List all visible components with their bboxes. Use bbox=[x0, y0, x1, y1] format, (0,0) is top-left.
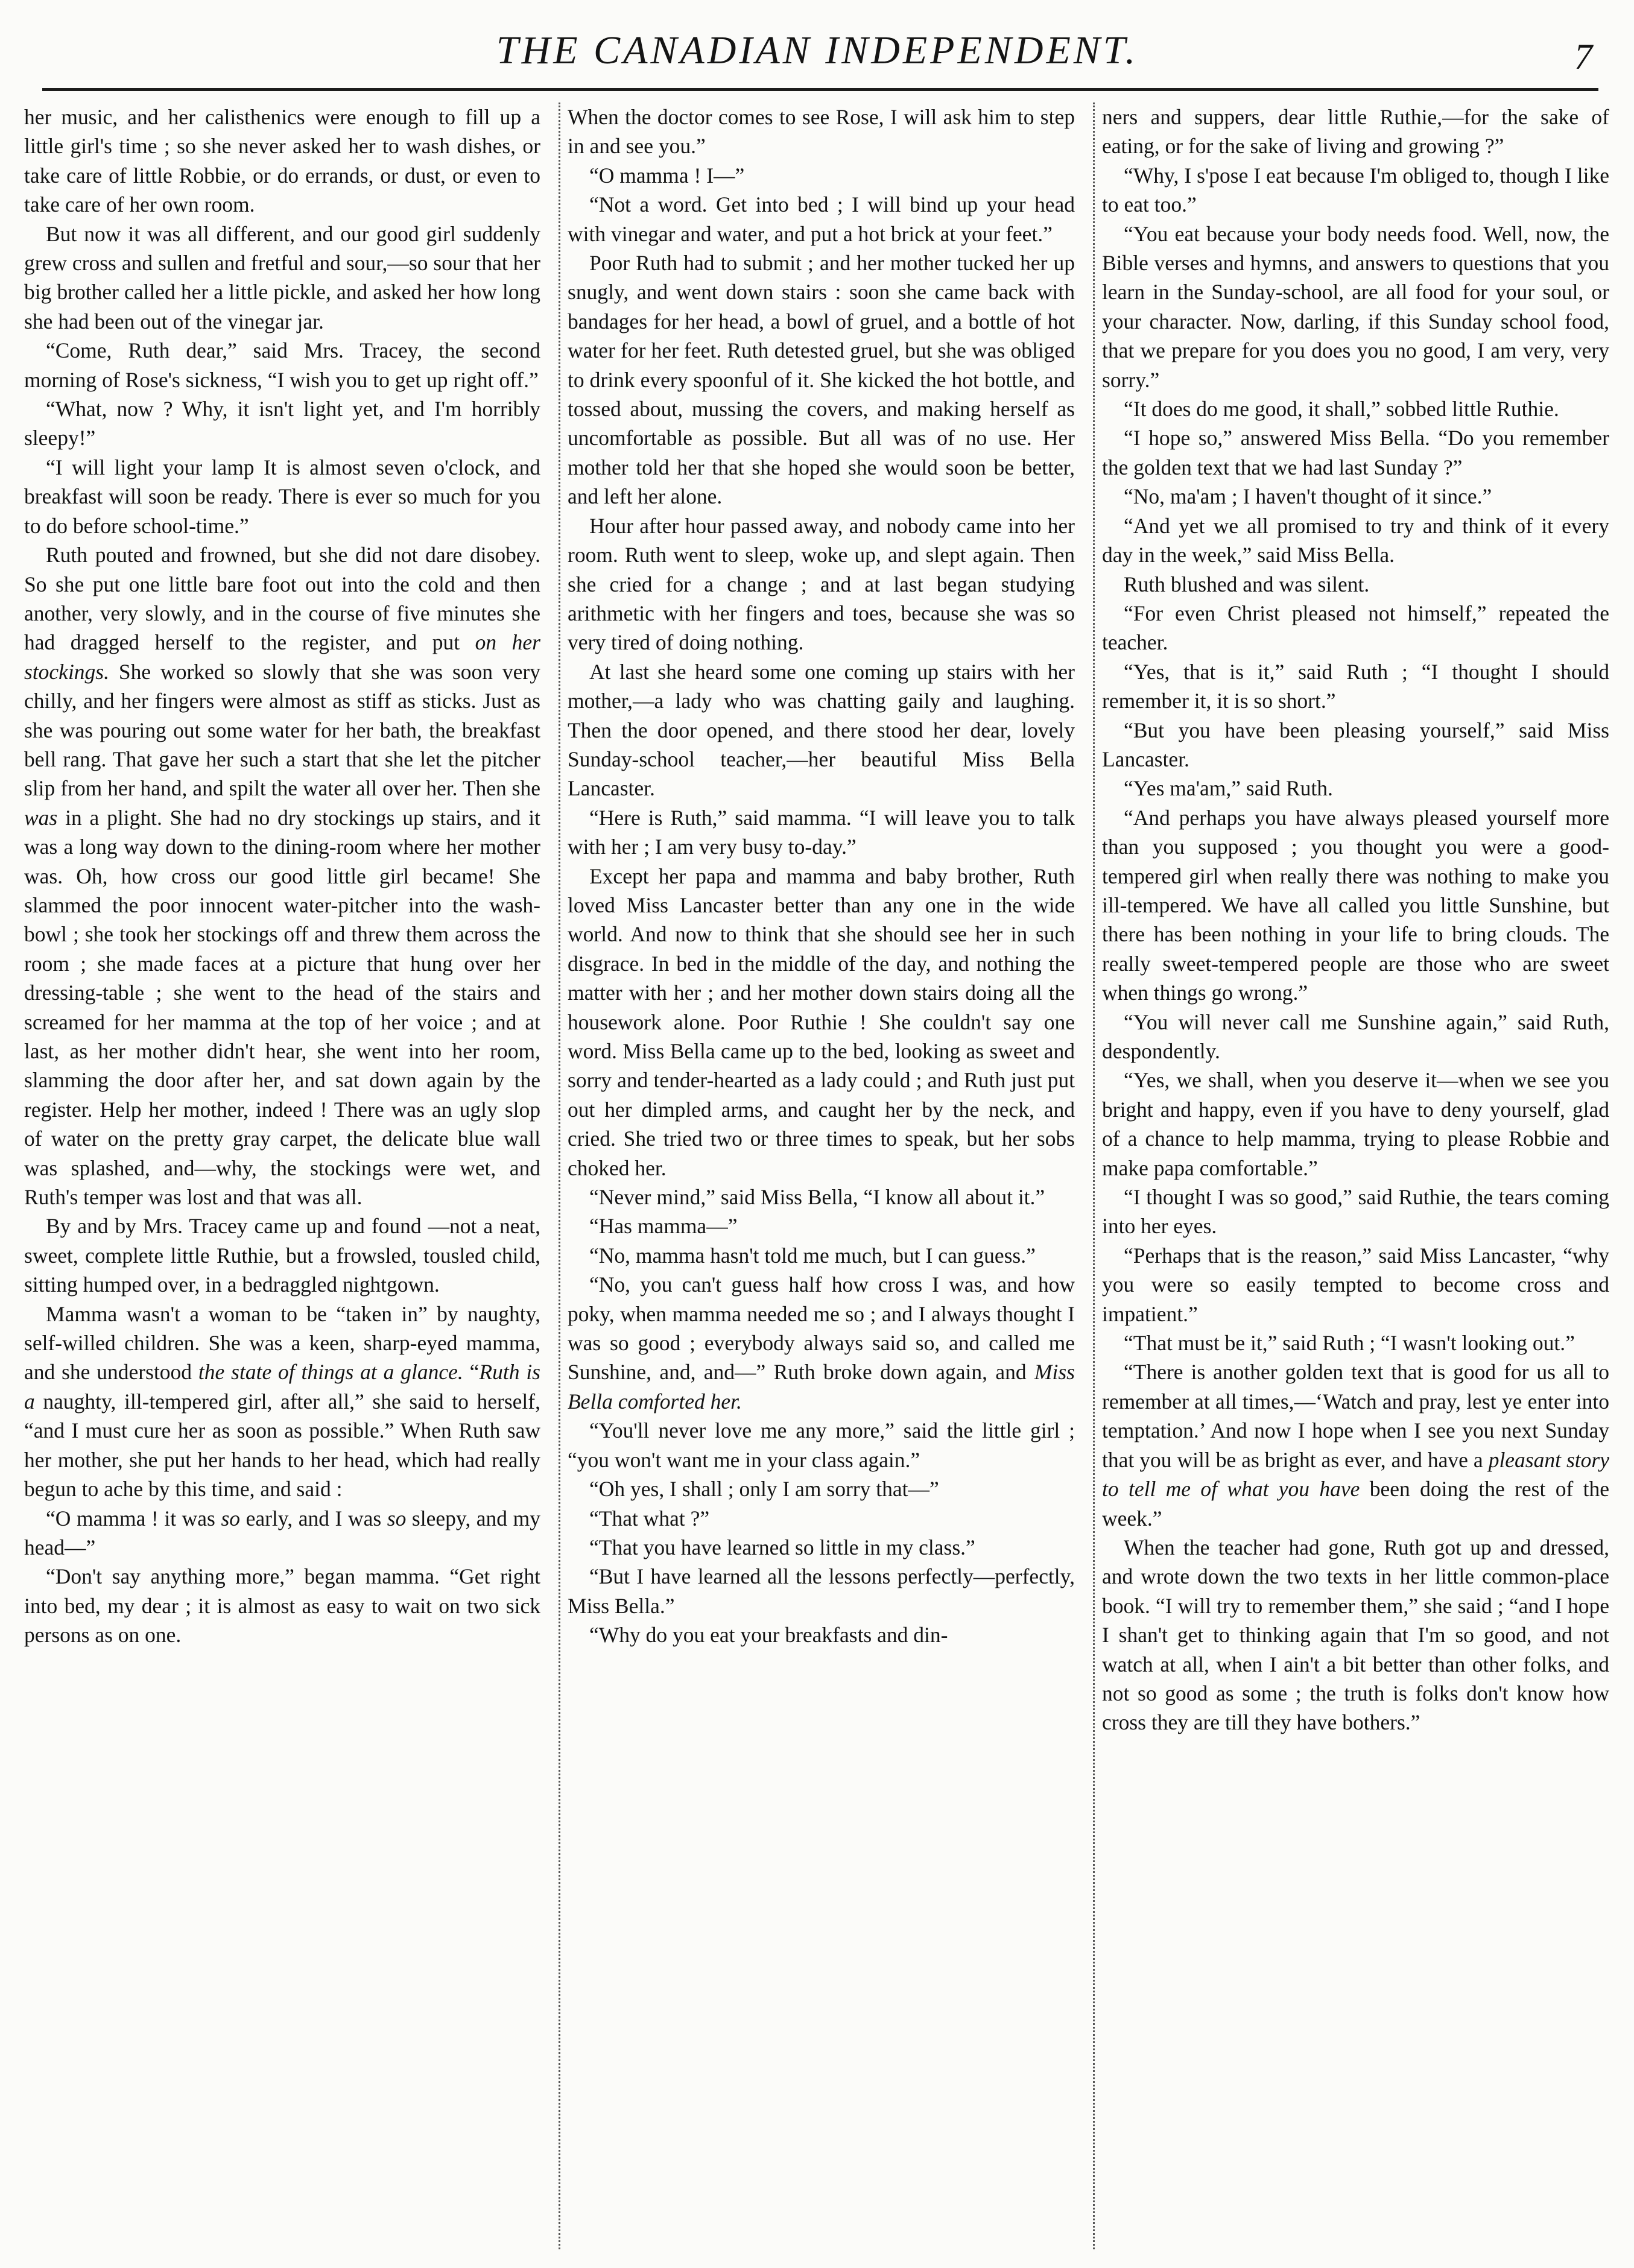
paragraph: “Yes ma'am,” said Ruth. bbox=[1124, 776, 1333, 801]
paragraph: At last she heard some one coming up stairs with her mother,—a lady who was chatting gaily and laughing. Then the door opened, and there stood her dear, lovely Sunday-school teacher,—her beautiful Miss Bella Lancaster. bbox=[568, 659, 1075, 801]
column-1 bbox=[24, 103, 540, 2249]
paragraph: her music, and her calisthenics were enough to fill up a little girl's time ; so she never asked her to wash dishes, or take care of little Robbie, or do errands, or dust, or even to take care of her own room. bbox=[24, 105, 540, 217]
paragraph: Hour after hour passed away, and nobody came into her room. Ruth went to sleep, woke up, and slept again. Then she cried for a change ; and at last began studying arithmetic with her fingers and toes, because she was so very tired of doing nothing. bbox=[568, 513, 1075, 655]
paragraph: When the doctor comes to see Rose, I will ask him to step in and see you.” bbox=[568, 105, 1075, 159]
text-columns bbox=[24, 103, 1610, 2249]
paragraph: “You will never call me Sunshine again,” said Ruth, despondently. bbox=[1102, 1009, 1609, 1063]
header-rule bbox=[42, 88, 1598, 91]
paragraph: “You eat because your body needs food. Well, now, the Bible verses and hymns, and answers to questions that you learn in the Sunday-school, are all food for your soul, or your character. Now, darling, if this Sunday school food, that we prepare for you does you no good, I am very, very sorry.” bbox=[1102, 221, 1609, 392]
paragraph: “Don't say anything more,” began mamma. “Get right into bed, my dear ; it is almost as easy to wait on two sick persons as on one. bbox=[24, 1564, 540, 1647]
paragraph: “And yet we all promised to try and think of it every day in the week,” said Miss Bella. bbox=[1102, 513, 1609, 567]
column-2 bbox=[559, 103, 1075, 2249]
paragraph: “No, mamma hasn't told me much, but I can guess.” bbox=[589, 1243, 1036, 1268]
paragraph: “No, ma'am ; I haven't thought of it since.” bbox=[1124, 484, 1492, 509]
paragraph: “What, now ? Why, it isn't light yet, and I'm horribly sleepy!” bbox=[24, 397, 540, 450]
paragraph: “You'll never love me any more,” said the little girl ; “you won't want me in your class again.” bbox=[568, 1418, 1075, 1472]
paragraph: “Never mind,” said Miss Bella, “I know all about it.” bbox=[589, 1185, 1045, 1210]
column-3 bbox=[1093, 103, 1609, 2249]
paragraph: Ruth pouted and frowned, but she did not dare disobey. So she put one little bare foot out into the cold and then another, very slowly, and in the course of five minutes she had dragged herself to the register, and put on her stockings. She worked so slowly that she was soon very chilly, and her fingers were almost as stiff as sticks. Just as she was pouring out some water for her bath, the breakfast bell rang. That gave her such a start that she let the pitcher slip from her hand, and spilt the water all over her. Then she was in a plight. She had no dry stockings up stairs, and it was a long way down to the dining-room where her mother was. Oh, how cross our good little girl became! She slammed the poor innocent water-pitcher into the wash-bowl ; she took her stockings off and threw them across the room ; she made faces at a picture that hung over her dressing-table ; she went to the head of the stairs and screamed for her mamma at the top of her voice ; and at last, as her mother didn't hear, she went into her room, slamming the door after her, and sat down again by the register. Help her mother, indeed ! There was an ugly slop of water on the pretty gray carpet, the delicate blue wall was splashed, and—why, the stockings were wet, and Ruth's temper was lost and that was all. bbox=[24, 543, 540, 1210]
paragraph: “Yes, that is it,” said Ruth ; “I thought I should remember it, it is so short.” bbox=[1102, 659, 1609, 713]
paragraph: Except her papa and mamma and baby brother, Ruth loved Miss Lancaster better than any one in the wide world. And now to think that she should see her in such disgrace. In bed in the middle of the day, and nothing the matter with her ; and her mother down stairs doing all the housework alone. Poor Ruthie ! She couldn't say one word. Miss Bella came up to the bed, looking as sweet and sorry and tender-hearted as a lady could ; and Ruth just put out her dimpled arms, and caught her by the neck, and cried. She tried two or three times to speak, but her sobs choked her. bbox=[568, 864, 1075, 1180]
paragraph: “I thought I was so good,” said Ruthie, the tears coming into her eyes. bbox=[1102, 1185, 1609, 1239]
paragraph: “That what ?” bbox=[589, 1506, 710, 1530]
paragraph: “For even Christ pleased not himself,” repeated the teacher. bbox=[1102, 601, 1609, 655]
paragraph: “It does do me good, it shall,” sobbed little Ruthie. bbox=[1124, 397, 1559, 422]
paragraph: “That must be it,” said Ruth ; “I wasn't looking out.” bbox=[1124, 1331, 1575, 1356]
paragraph: “No, you can't guess half how cross I was, and how poky, when mamma needed me so ; and I always thought I was so good ; everybody always said so, and called me Sunshine, and, and—” Ruth broke down again, and Miss Bella comforted her. bbox=[568, 1272, 1075, 1414]
paragraph: ners and suppers, dear little Ruthie,—for the sake of eating, or for the sake of living and growing ?” bbox=[1102, 105, 1609, 159]
paragraph: “Why, I s'pose I eat because I'm obliged to, though I like to eat too.” bbox=[1102, 163, 1609, 217]
paragraph: Poor Ruth had to submit ; and her mother tucked her up snugly, and went down stairs : soon she came back with bandages for her head, a bowl of gruel, and a bottle of hot water for her feet. Ruth detested gruel, but she was obliged to drink every spoonful of it. She kicked the hot bottle, and tossed about, mussing the covers, and making herself as uncomfortable as possible. But all was of no use. Her mother told her that she hoped she would soon be better, and left her alone. bbox=[568, 251, 1075, 509]
paragraph: “But you have been pleasing yourself,” said Miss Lancaster. bbox=[1102, 718, 1609, 771]
paragraph: “O mamma ! it was so early, and I was so sleepy, and my head—” bbox=[24, 1506, 540, 1559]
page-header bbox=[36, 18, 1598, 84]
paragraph: “Here is Ruth,” said mamma. “I will leave you to talk with her ; I am very busy to-day.” bbox=[568, 805, 1075, 859]
paragraph: “Come, Ruth dear,” said Mrs. Tracey, the second morning of Rose's sickness, “I wish you to get up right off.” bbox=[24, 338, 540, 392]
paragraph: Mamma wasn't a woman to be “taken in” by naughty, self-willed children. She was a keen, sharp-eyed mamma, and she understood the state of things at a glance. “Ruth is a naughty, ill-tempered girl, after all,” she said to herself, “and I must cure her as soon as possible.” When Ruth saw her mother, she put her hands to her head, which had really begun to ache by this time, and said : bbox=[24, 1301, 540, 1502]
paragraph: “O mamma ! I—” bbox=[589, 163, 745, 188]
paragraph: Ruth blushed and was silent. bbox=[1124, 572, 1370, 596]
paragraph: “I hope so,” answered Miss Bella. “Do you remember the golden text that we had last Sunday ?” bbox=[1102, 426, 1609, 479]
paragraph: “But I have learned all the lessons perfectly—perfectly, Miss Bella.” bbox=[568, 1564, 1075, 1618]
paragraph: But now it was all different, and our good girl suddenly grew cross and sullen and fretful and sour,—so sour that her big brother called her a little pickle, and asked her how long she had been out of the vinegar jar. bbox=[24, 221, 540, 333]
paragraph: “And perhaps you have always pleased yourself more than you supposed ; you thought you were a good-tempered girl when really there was nothing to make you ill-tempered. We have all called you little Sunshine, but there has been nothing in your life to bring clouds. The really sweet-tempered people are those who are sweet when things go wrong.” bbox=[1102, 805, 1609, 1005]
paragraph: “There is another golden text that is good for us all to remember at all times,—‘Watch and pray, lest ye enter into temptation.’ And now I hope when I see you next Sunday that you will be as bright as ever, and have a pleasant story to tell me of what you have been doing the rest of the week.” bbox=[1102, 1360, 1609, 1530]
paragraph: “Oh yes, I shall ; only I am sorry that—” bbox=[589, 1477, 939, 1502]
paragraph: “Perhaps that is the reason,” said Miss Lancaster, “why you were so easily tempted to become cross and impatient.” bbox=[1102, 1243, 1609, 1326]
paragraph: “Has mamma—” bbox=[589, 1214, 738, 1239]
page-number: 7 bbox=[1574, 37, 1592, 77]
paragraph: When the teacher had gone, Ruth got up and dressed, and wrote down the two texts in her little common-place book. “I will try to remember them,” she said ; “and I hope I shan't get to thinking again that I'm so good, and not watch at all, when I ain't a bit better than other folks, and not so good as some ; the truth is folks don't know how cross they are till they have bothers.” bbox=[1102, 1535, 1609, 1735]
paragraph: “Not a word. Get into bed ; I will bind up your head with vinegar and water, and put a hot brick at your feet.” bbox=[568, 192, 1075, 246]
paragraph: “Yes, we shall, when you deserve it—when we see you bright and happy, even if you have to deny yourself, glad of a chance to help mamma, trying to please Robbie and make papa comfortable.” bbox=[1102, 1068, 1609, 1180]
paragraph: “I will light your lamp It is almost seven o'clock, and breakfast will soon be ready. There is ever so much for you to do before school-time.” bbox=[24, 455, 540, 538]
paragraph: By and by Mrs. Tracey came up and found —not a neat, sweet, complete little Ruthie, but a frowsled, tousled child, sitting humped over, in a bedraggled nightgown. bbox=[24, 1214, 540, 1297]
masthead-title: THE CANADIAN INDEPENDENT. bbox=[496, 28, 1139, 72]
paragraph: “That you have learned so little in my class.” bbox=[589, 1535, 975, 1559]
paragraph: “Why do you eat your breakfasts and din- bbox=[589, 1623, 948, 1647]
